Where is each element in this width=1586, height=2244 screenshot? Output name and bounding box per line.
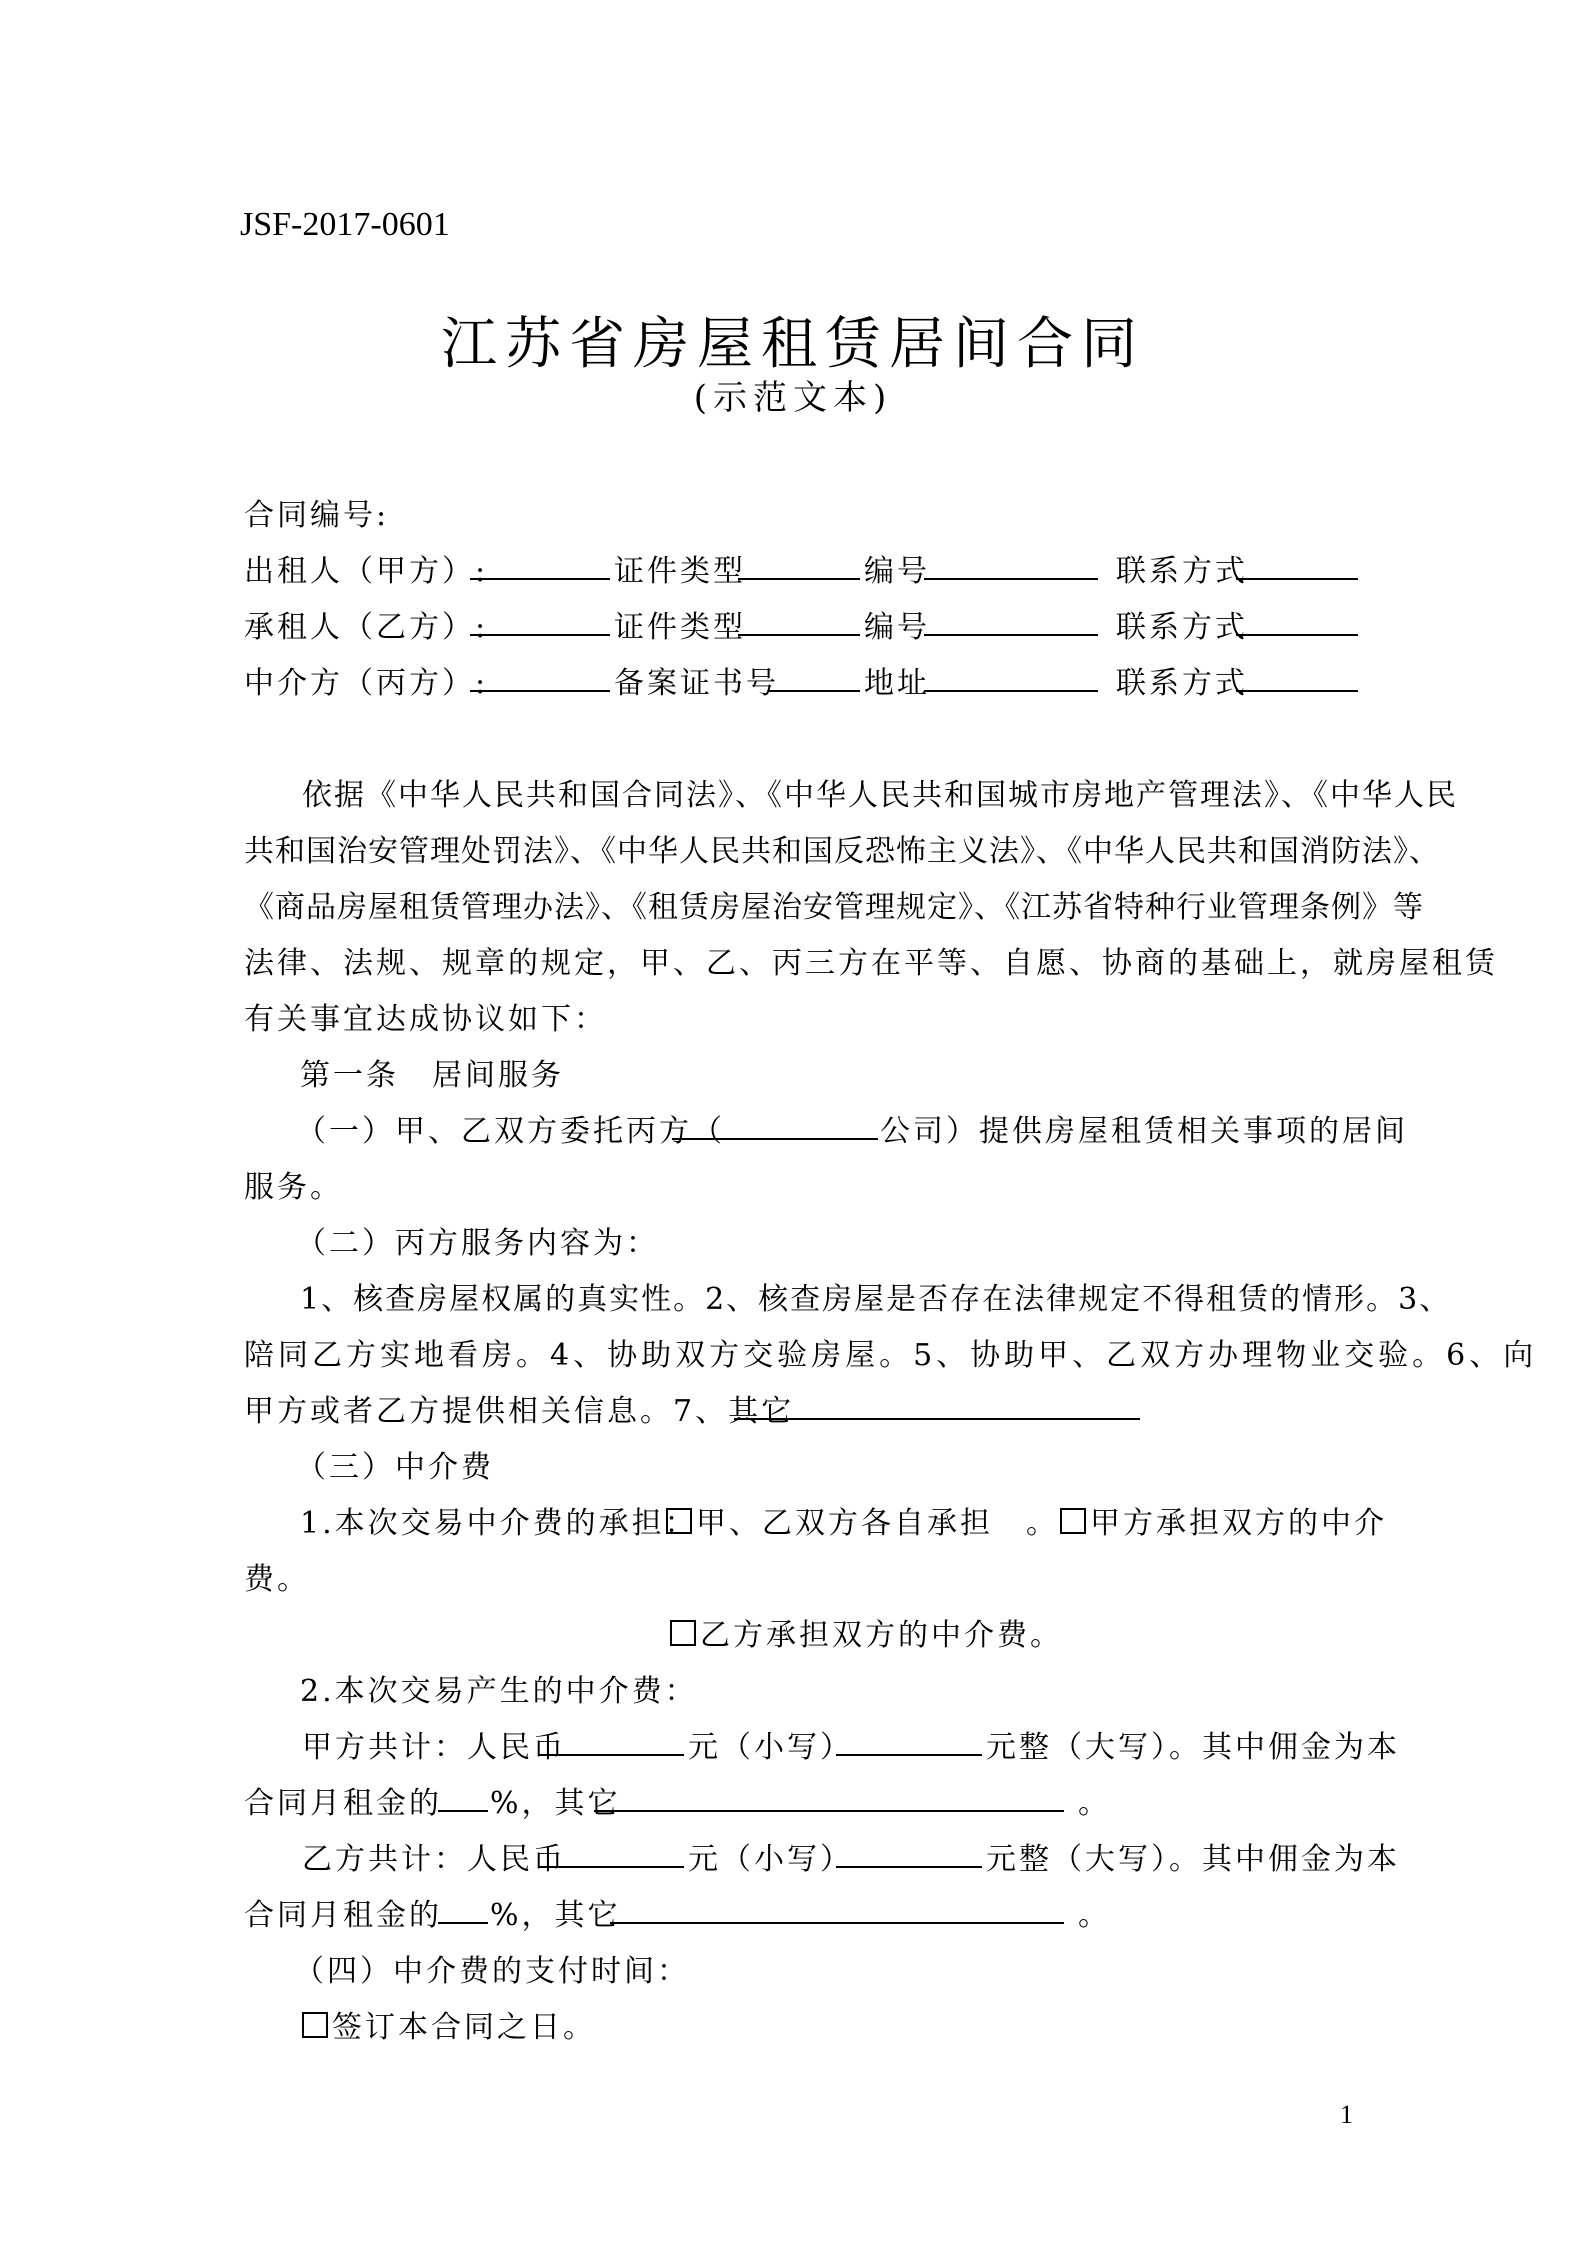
lessee-id-type-field[interactable] [738,606,860,636]
fee-big-label: 元整（大写）。其中佣金为本 [986,1842,1400,1877]
item-2-title: （二）丙方服务内容为： [296,1226,659,1261]
agent-address-field[interactable] [924,662,1098,692]
party-a-fee-big-field[interactable] [836,1726,982,1756]
item-2-last-line: 甲方或者乙方提供相关信息。7、其它 [244,1394,795,1429]
fee-small-label: 元（小写） [688,1842,853,1877]
agent-filing-cert-field[interactable] [768,662,860,692]
party-a-fee-label: 甲方共计：人民币 [302,1730,566,1765]
fee-bearing-label: 1.本次交易中介费的承担： [300,1506,698,1541]
preamble-line: 依据《中华人民共和国合同法》、《中华人民共和国城市房地产管理法》、《中华人民 [302,778,1458,813]
id-type-label: 证件类型 [614,554,746,589]
fee-option-each-label: 甲、乙双方各自承担 。 [696,1506,1059,1541]
fee-big-label: 元整（大写）。其中佣金为本 [986,1730,1400,1765]
party-b-commission-field[interactable] [438,1894,488,1924]
document-subtitle: (示范文本) [693,378,893,418]
period-mark: 。 [1078,1898,1111,1933]
contact-label: 联系方式 [1116,554,1248,589]
fee-small-label: 元（小写） [688,1730,853,1765]
party-a-commission-field[interactable] [438,1782,488,1812]
other-label: %，其它 [490,1786,621,1821]
article-1-title: 第一条 居间服务 [300,1058,564,1093]
preamble-line: 共和国治安管理处罚法》、《中华人民共和国反恐怖主义法》、《中华人民共和国消防法》、 [244,834,1440,869]
pay-option-signing[interactable] [302,2002,596,2046]
lessor-contact-field[interactable] [1236,550,1358,580]
agent-contact-field[interactable] [1236,662,1358,692]
contact-label: 联系方式 [1116,610,1248,645]
party-b-fee-small-field[interactable] [538,1838,684,1868]
other-services-field[interactable] [734,1390,1140,1420]
item-1-part-a: （一）甲、乙双方委托丙方（ [296,1114,725,1149]
preamble-line: 法律、法规、规章的规定，甲、乙、丙三方在平等、自愿、协商的基础上，就房屋租赁 [244,946,1498,981]
page-number: 1 [1340,2100,1353,2129]
party-b-fee-label: 乙方共计：人民币 [302,1842,566,1877]
lessor-id-number-field[interactable] [924,550,1098,580]
checkbox-icon[interactable] [670,1620,696,1646]
lessor-name-field[interactable] [470,550,610,580]
item-1-part-b: 公司）提供房屋租赁相关事项的居间 [880,1114,1408,1149]
fee-option-continuation: 费。 [244,1562,310,1597]
id-type-label: 证件类型 [614,610,746,645]
lessee-contact-field[interactable] [1236,606,1358,636]
fee-option-lessee-label: 乙方承担双方的中介费。 [700,1618,1063,1653]
id-number-label: 编号 [864,554,930,589]
commission-label: 合同月租金的 [244,1786,442,1821]
filing-cert-label: 备案证书号 [614,666,779,701]
party-label: 中介方（丙方）: [244,666,489,701]
preamble-line: 《商品房屋租赁管理办法》、《租赁房屋治安管理规定》、《江苏省特种行业管理条例》等 [244,890,1424,925]
agent-name-field[interactable] [470,662,610,692]
other-label: %，其它 [490,1898,621,1933]
party-b-fee-big-field[interactable] [836,1838,982,1868]
period-mark: 。 [1078,1786,1111,1821]
id-number-label: 编号 [864,610,930,645]
checkbox-icon[interactable] [1060,1508,1086,1534]
party-b-other-field[interactable] [610,1894,1064,1924]
lessee-name-field[interactable] [470,606,610,636]
party-a-other-field[interactable] [594,1782,1064,1812]
fee-option-lessee[interactable] [670,1610,1063,1654]
item-2-line: 陪同乙方实地看房。4、协助双方交验房屋。5、协助甲、乙双方办理物业交验。6、向 [244,1338,1538,1373]
contract-number-label: 合同编号: [244,498,390,533]
document-code: JSF-2017-0601 [240,206,450,243]
lessor-id-type-field[interactable] [738,550,860,580]
fee-option-each[interactable] [666,1498,1059,1542]
contact-label: 联系方式 [1116,666,1248,701]
party-label: 承租人（乙方）: [244,610,489,645]
fee-option-lessor[interactable] [1060,1498,1387,1542]
preamble-line: 有关事宜达成协议如下： [244,1002,607,1037]
fee-amount-label: 2.本次交易产生的中介费： [300,1674,698,1709]
item-3-title: （三）中介费 [296,1450,494,1485]
party-label: 出租人（甲方）: [244,554,489,589]
item-1-part-c: 服务。 [244,1170,343,1205]
pay-option-signing-label: 签订本合同之日。 [332,2010,596,2045]
document-title: 江苏省房屋租赁居间合同 [441,312,1145,377]
lessee-id-number-field[interactable] [924,606,1098,636]
agency-company-field[interactable] [672,1110,878,1140]
fee-option-lessor-label: 甲方承担双方的中介 [1090,1506,1387,1541]
item-2-line: 1、核查房屋权属的真实性。2、核查房屋是否存在法律规定不得租赁的情形。3、 [300,1282,1452,1317]
checkbox-icon[interactable] [302,2012,328,2038]
address-label: 地址 [864,666,930,701]
item-4-title: （四）中介费的支付时间： [294,1954,690,1989]
party-a-fee-small-field[interactable] [538,1726,684,1756]
checkbox-icon[interactable] [666,1508,692,1534]
commission-label: 合同月租金的 [244,1898,442,1933]
